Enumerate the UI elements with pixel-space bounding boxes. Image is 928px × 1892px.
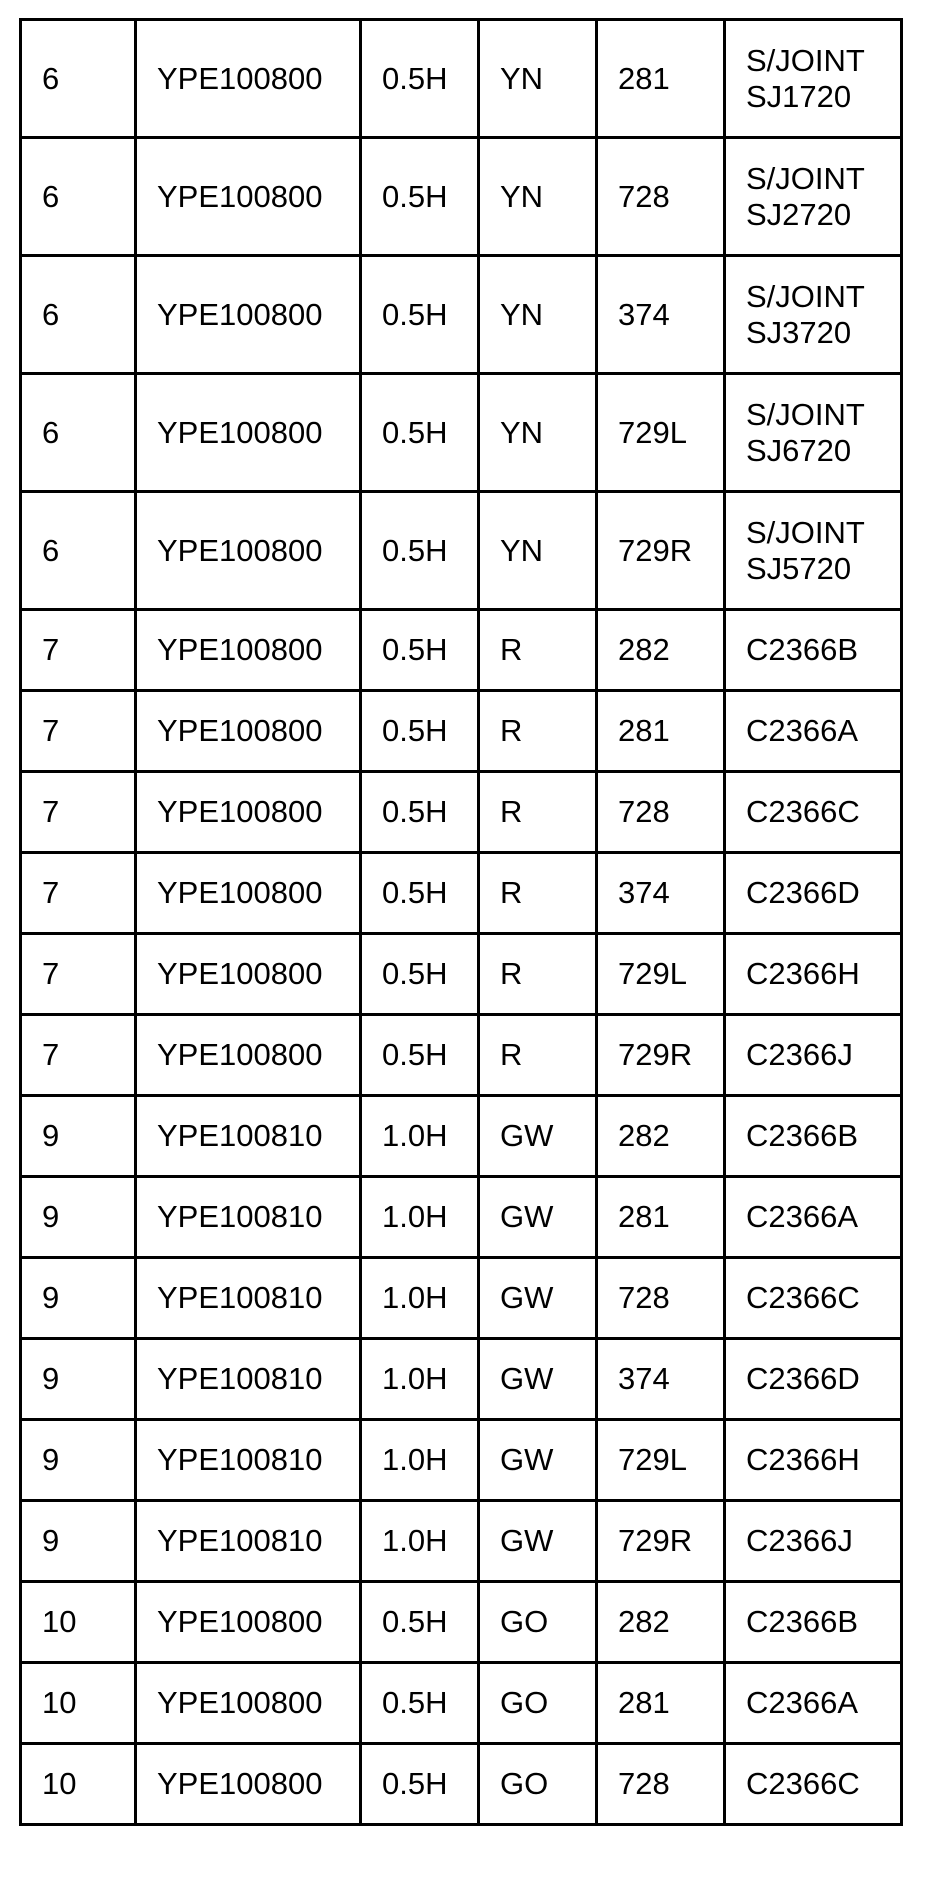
connector-line: C2366C [746, 1280, 860, 1315]
connector-line: C2366D [746, 875, 860, 910]
table-row [21, 691, 902, 772]
connector-line: C2366C [746, 794, 860, 829]
table-row [21, 256, 902, 374]
length-cell: 0.5H [361, 1663, 479, 1744]
circuit-cell: 281 [597, 20, 725, 138]
circuit-cell: 729R [597, 1501, 725, 1582]
length-cell: 0.5H [361, 610, 479, 691]
circuit-cell: 282 [597, 610, 725, 691]
connector-cell [725, 1744, 902, 1825]
connector-line: C2366J [746, 1523, 853, 1558]
table-row [21, 1177, 902, 1258]
table-row [21, 1339, 902, 1420]
item-cell: 9 [21, 1501, 136, 1582]
wire-color-cell: GO [479, 1582, 597, 1663]
table-row [21, 1420, 902, 1501]
table-row [21, 1663, 902, 1744]
length-cell: 1.0H [361, 1420, 479, 1501]
part-number-cell: YPE100800 [136, 1744, 361, 1825]
length-cell: 0.5H [361, 374, 479, 492]
length-cell: 0.5H [361, 138, 479, 256]
connector-line: SJ1720 [746, 78, 852, 114]
circuit-cell: 282 [597, 1582, 725, 1663]
circuit-cell: 281 [597, 691, 725, 772]
wire-color-cell: R [479, 934, 597, 1015]
table-row [21, 1096, 902, 1177]
table-row [21, 934, 902, 1015]
part-number-cell: YPE100810 [136, 1420, 361, 1501]
circuit-cell: 729L [597, 934, 725, 1015]
circuit-cell: 729L [597, 374, 725, 492]
wiring-table [19, 18, 903, 1826]
wire-color-cell: R [479, 772, 597, 853]
connector-line: C2366D [746, 1361, 860, 1396]
item-cell: 7 [21, 934, 136, 1015]
part-number-cell: YPE100800 [136, 374, 361, 492]
table-row [21, 1501, 902, 1582]
wire-color-cell: R [479, 610, 597, 691]
connector-cell [725, 1663, 902, 1744]
connector-cell [725, 374, 902, 492]
part-number-cell: YPE100810 [136, 1258, 361, 1339]
connector-line: SJ6720 [746, 432, 852, 468]
wire-color-cell: GO [479, 1663, 597, 1744]
circuit-cell: 728 [597, 1258, 725, 1339]
length-cell: 0.5H [361, 772, 479, 853]
part-number-cell: YPE100800 [136, 934, 361, 1015]
item-cell: 9 [21, 1420, 136, 1501]
part-number-cell: YPE100800 [136, 492, 361, 610]
item-cell: 10 [21, 1582, 136, 1663]
length-cell: 0.5H [361, 492, 479, 610]
table-row [21, 853, 902, 934]
wire-color-cell: YN [479, 138, 597, 256]
part-number-cell: YPE100800 [136, 1015, 361, 1096]
table-row [21, 1744, 902, 1825]
connector-cell [725, 138, 902, 256]
connector-cell [725, 256, 902, 374]
connector-line: S/JOINT [746, 160, 865, 196]
connector-cell [725, 691, 902, 772]
connector-line: S/JOINT [746, 42, 865, 78]
length-cell: 0.5H [361, 853, 479, 934]
connector-cell [725, 1420, 902, 1501]
wire-color-cell: R [479, 1015, 597, 1096]
table-row [21, 374, 902, 492]
connector-cell [725, 1582, 902, 1663]
item-cell: 9 [21, 1339, 136, 1420]
part-number-cell: YPE100810 [136, 1501, 361, 1582]
item-cell: 10 [21, 1744, 136, 1825]
part-number-cell: YPE100800 [136, 138, 361, 256]
length-cell: 1.0H [361, 1339, 479, 1420]
connector-cell [725, 772, 902, 853]
length-cell: 1.0H [361, 1177, 479, 1258]
connector-line: SJ2720 [746, 196, 852, 232]
wire-color-cell: GW [479, 1501, 597, 1582]
part-number-cell: YPE100800 [136, 610, 361, 691]
wire-color-cell: YN [479, 492, 597, 610]
connector-line: C2366A [746, 1199, 859, 1234]
connector-cell [725, 1501, 902, 1582]
wire-color-cell: R [479, 691, 597, 772]
connector-line: S/JOINT [746, 514, 865, 550]
length-cell: 0.5H [361, 20, 479, 138]
length-cell: 0.5H [361, 256, 479, 374]
wire-color-cell: GW [479, 1096, 597, 1177]
table-row [21, 1258, 902, 1339]
circuit-cell: 282 [597, 1096, 725, 1177]
connector-line: SJ5720 [746, 550, 852, 586]
connector-cell [725, 1339, 902, 1420]
item-cell: 9 [21, 1096, 136, 1177]
item-cell: 7 [21, 691, 136, 772]
wire-color-cell: R [479, 853, 597, 934]
length-cell: 1.0H [361, 1258, 479, 1339]
wire-color-cell: GW [479, 1420, 597, 1501]
part-number-cell: YPE100800 [136, 20, 361, 138]
connector-cell [725, 610, 902, 691]
circuit-cell: 729R [597, 492, 725, 610]
part-number-cell: YPE100810 [136, 1096, 361, 1177]
connector-cell [725, 1096, 902, 1177]
connector-line: C2366A [746, 713, 859, 748]
part-number-cell: YPE100800 [136, 772, 361, 853]
connector-cell [725, 934, 902, 1015]
wire-color-cell: YN [479, 20, 597, 138]
table-row [21, 610, 902, 691]
connector-cell [725, 492, 902, 610]
item-cell: 10 [21, 1663, 136, 1744]
length-cell: 1.0H [361, 1501, 479, 1582]
connector-line: C2366B [746, 1604, 859, 1639]
circuit-cell: 729L [597, 1420, 725, 1501]
part-number-cell: YPE100800 [136, 256, 361, 374]
part-number-cell: YPE100810 [136, 1177, 361, 1258]
connector-line: S/JOINT [746, 278, 865, 314]
connector-line: C2366H [746, 956, 860, 991]
part-number-cell: YPE100800 [136, 1663, 361, 1744]
length-cell: 0.5H [361, 1015, 479, 1096]
circuit-cell: 374 [597, 1339, 725, 1420]
length-cell: 0.5H [361, 1582, 479, 1663]
part-number-cell: YPE100800 [136, 853, 361, 934]
circuit-cell: 729R [597, 1015, 725, 1096]
circuit-cell: 728 [597, 1744, 725, 1825]
connector-line: S/JOINT [746, 396, 865, 432]
table-body [21, 20, 902, 1825]
circuit-cell: 374 [597, 256, 725, 374]
connector-line: C2366B [746, 632, 859, 667]
document-page [19, 18, 900, 1826]
item-cell: 7 [21, 610, 136, 691]
part-number-cell: YPE100800 [136, 1582, 361, 1663]
item-cell: 7 [21, 772, 136, 853]
item-cell: 9 [21, 1258, 136, 1339]
circuit-cell: 728 [597, 138, 725, 256]
wire-color-cell: YN [479, 256, 597, 374]
length-cell: 0.5H [361, 691, 479, 772]
length-cell: 0.5H [361, 1744, 479, 1825]
item-cell: 6 [21, 256, 136, 374]
connector-line: C2366C [746, 1766, 860, 1801]
connector-line: C2366A [746, 1685, 859, 1720]
table-row [21, 20, 902, 138]
wire-color-cell: GO [479, 1744, 597, 1825]
table-row [21, 772, 902, 853]
connector-line: SJ3720 [746, 314, 852, 350]
table-row [21, 1015, 902, 1096]
length-cell: 0.5H [361, 934, 479, 1015]
connector-cell [725, 1015, 902, 1096]
part-number-cell: YPE100810 [136, 1339, 361, 1420]
connector-cell [725, 1177, 902, 1258]
length-cell: 1.0H [361, 1096, 479, 1177]
connector-line: C2366J [746, 1037, 853, 1072]
circuit-cell: 281 [597, 1663, 725, 1744]
wire-color-cell: GW [479, 1258, 597, 1339]
item-cell: 7 [21, 853, 136, 934]
connector-cell [725, 1258, 902, 1339]
circuit-cell: 281 [597, 1177, 725, 1258]
item-cell: 6 [21, 138, 136, 256]
part-number-cell: YPE100800 [136, 691, 361, 772]
wire-color-cell: YN [479, 374, 597, 492]
connector-line: C2366H [746, 1442, 860, 1477]
connector-cell [725, 853, 902, 934]
item-cell: 9 [21, 1177, 136, 1258]
table-row [21, 138, 902, 256]
connector-line: C2366B [746, 1118, 859, 1153]
wire-color-cell: GW [479, 1177, 597, 1258]
circuit-cell: 374 [597, 853, 725, 934]
item-cell: 6 [21, 20, 136, 138]
item-cell: 6 [21, 374, 136, 492]
circuit-cell: 728 [597, 772, 725, 853]
connector-cell [725, 20, 902, 138]
table-row [21, 1582, 902, 1663]
table-row [21, 492, 902, 610]
wire-color-cell: GW [479, 1339, 597, 1420]
item-cell: 6 [21, 492, 136, 610]
item-cell: 7 [21, 1015, 136, 1096]
